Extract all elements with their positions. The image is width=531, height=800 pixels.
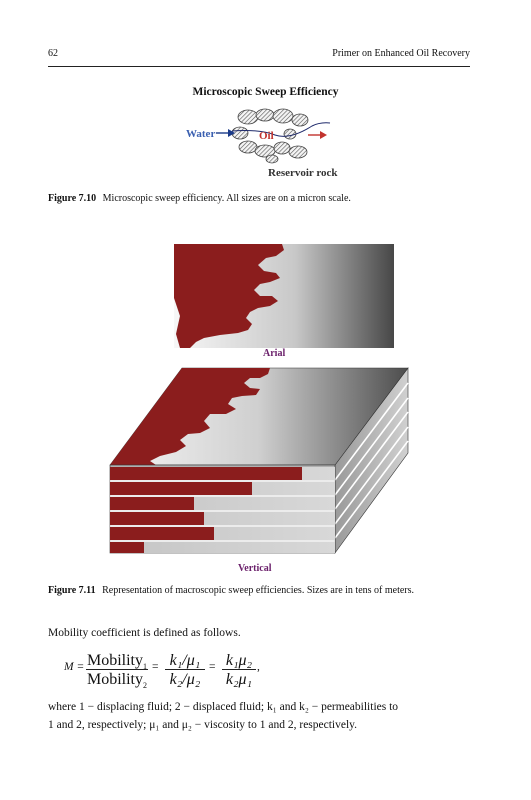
fraction-bar-2 [165,669,205,670]
fraction-bar-1 [86,669,148,670]
figure-7-10-title: Microscopic Sweep Efficiency [192,86,339,98]
macroscopic-sweep-diagram [100,238,420,578]
figure-7-11-caption [48,585,414,596]
figure-7-10-caption-text: Microscopic sweep efficiency. All sizes are on a micron scale. [102,193,351,204]
figure-7-10-caption [48,193,351,204]
figure-7-11-caption-text: Representation of macroscopic sweep efficiencies. Sizes are in tens of meters. [102,585,415,596]
frac2-numerator: k₁/μ₁ [169,652,201,669]
equals-sign-2: = [209,661,216,673]
reservoir-rock-label: Reservoir rock [268,167,338,179]
oil-label: Oil [259,130,274,142]
fraction-bar-3 [222,669,256,670]
water-label: Water [186,128,216,140]
running-title: Primer on Enhanced Oil Recovery [332,48,470,59]
frac1-denominator-sub: 2 [143,681,147,691]
arial-label: Arial [263,348,286,359]
figure-7-11-number: Figure 7.11 [48,585,96,596]
where-line-2: 1 and 2, respectively; μ₁ and μ₂ − viscosity to 1 and 2, respectively. [48,719,358,731]
frac1-numerator: Mobility [86,652,143,669]
microscopic-sweep-diagram [170,104,370,180]
frac1-denominator: Mobility [86,671,143,688]
areal-panel [174,244,394,348]
vertical-block [110,368,408,553]
where-line-1: where 1 − displacing fluid; 2 − displaced fluid; k₁ and k₂ − permeabilities to [48,701,399,713]
figure-7-10-number: Figure 7.10 [48,193,97,204]
page-number: 62 [48,48,58,59]
frac1-numerator-sub: 1 [143,662,147,672]
equation-lhs: M = [64,661,85,673]
header-rule [48,66,470,67]
intro-paragraph: Mobility coefficient is defined as follows. [48,627,241,639]
frac3-numerator: k₁μ₂ [225,652,253,669]
equals-sign-1: = [152,661,159,673]
frac2-denominator: k₂/μ₂ [169,671,201,688]
vertical-label: Vertical [238,563,272,574]
frac3-denominator: k₂μ₁ [225,671,253,688]
fraction-mobility-den [86,671,148,690]
equation-comma: , [257,661,260,673]
